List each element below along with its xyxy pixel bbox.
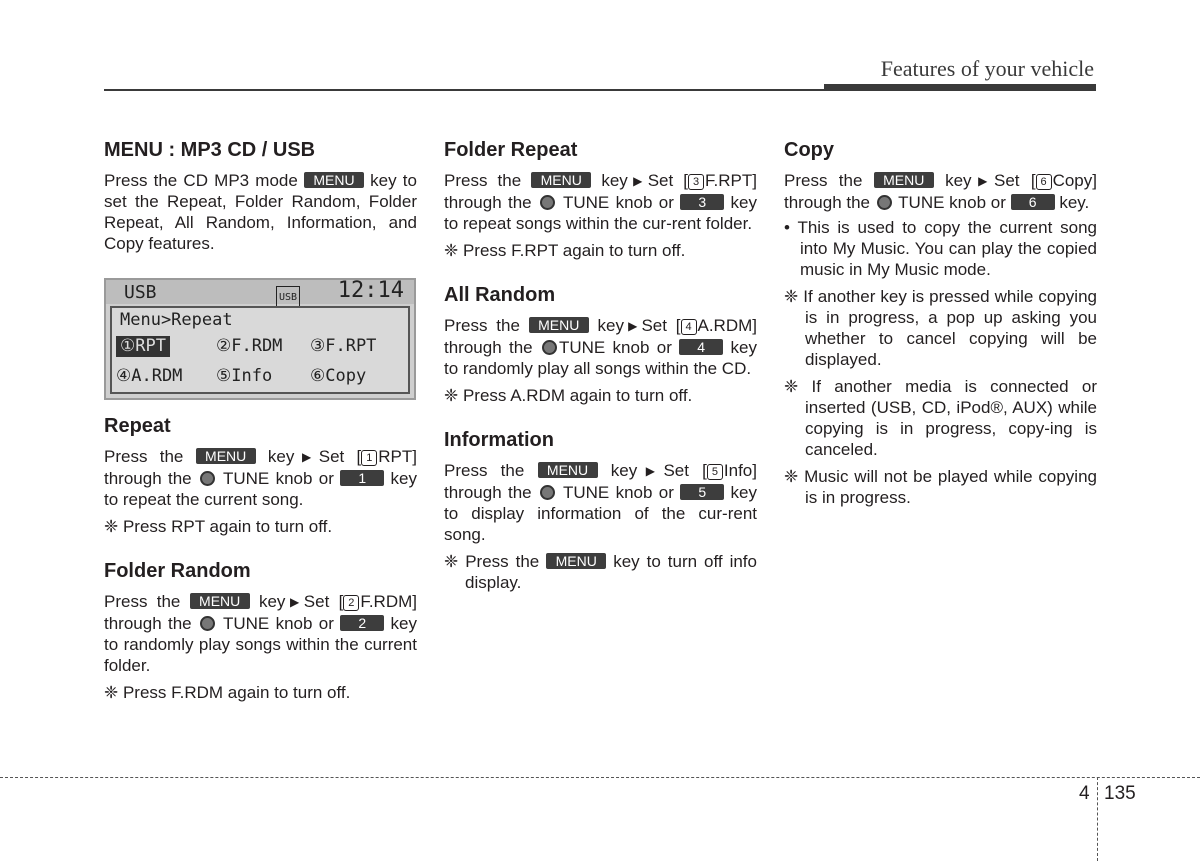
text: Press the (104, 447, 196, 466)
lcd-option-frdm: ②F.RDM (216, 336, 283, 356)
text: Press the (104, 592, 190, 611)
chapter-number: 4 (1079, 783, 1090, 804)
text: key (597, 461, 638, 480)
number-key-icon: 2 (340, 615, 384, 631)
text: key to repeat the current song. (104, 469, 417, 509)
menu-key-icon: MENU (538, 462, 598, 478)
lcd-option-ardm: ④A.RDM (116, 366, 183, 386)
section-heading-folder-random: Folder Random (104, 560, 251, 582)
text: key to repeat songs within the cur-rent folder. (444, 193, 757, 233)
folder-repeat-note: ❈ Press F.RPT again to turn off. (444, 241, 686, 260)
page-header-title: Features of your vehicle (880, 56, 1094, 81)
text: Press the (444, 461, 538, 480)
section-copy (784, 138, 1097, 508)
section-heading-repeat: Repeat (104, 415, 171, 437)
text: RPT] through the (104, 447, 417, 488)
text: Copy] through the (784, 171, 1097, 212)
all-random-note: ❈ Press A.RDM again to turn off. (444, 386, 693, 405)
number-key-icon: 6 (1011, 194, 1055, 210)
text: Set [ (641, 316, 681, 335)
copy-note-3: ❈ Music will not be played while copying is in progress. (784, 467, 1097, 507)
tune-knob-icon (542, 340, 557, 355)
repeat-text (104, 446, 417, 510)
circled-number: 1 (361, 450, 377, 466)
section-heading-folder-repeat: Folder Repeat (444, 139, 578, 161)
lcd-option-rpt: ①RPT (116, 336, 170, 357)
page-number: 135 (1104, 783, 1136, 804)
text: key (249, 592, 286, 611)
information-text (444, 460, 757, 545)
text: Set [ (647, 171, 689, 190)
tune-knob-icon (200, 616, 215, 631)
lcd-option-frpt: ③F.RPT (310, 336, 377, 356)
all-random-text (444, 315, 757, 379)
lcd-option-copy: ⑥Copy (310, 366, 367, 386)
section-all-random (444, 283, 757, 406)
text: key to turn off info display. (465, 552, 757, 592)
lcd-source: USB (124, 282, 157, 303)
arrow-right-icon: ▶ (624, 319, 642, 333)
menu-key-icon: MENU (546, 553, 606, 569)
number-key-icon: 5 (680, 484, 724, 500)
text: key (591, 171, 628, 190)
column-3 (784, 138, 1097, 530)
intro-text-end: key to set the Repeat, Folder Random, Folder Repeat, All Random, Information, and Copy features. (104, 171, 417, 253)
text: key. (1054, 193, 1090, 212)
lcd-display-image (104, 278, 416, 400)
menu-key-icon: MENU (874, 172, 934, 188)
section-folder-random (104, 559, 417, 703)
lcd-usb-tag: USB (276, 286, 300, 309)
text: ❈ Press the (444, 552, 547, 571)
lcd-time: 12:14 (337, 278, 404, 303)
text: Set [ (663, 461, 707, 480)
text: Press the (444, 171, 532, 190)
text: TUNE knob or (893, 193, 1011, 212)
number-key-icon: 3 (680, 194, 724, 210)
folder-repeat-text (444, 170, 757, 234)
intro-text: Press the CD MP3 mode (104, 171, 304, 190)
text: A.RDM] through the (444, 316, 757, 357)
text: TUNE knob or (556, 193, 681, 212)
number-key-icon: 4 (679, 339, 723, 355)
section-heading-all-random: All Random (444, 284, 556, 306)
menu-key-icon: MENU (196, 448, 256, 464)
text: TUNE knob or (556, 483, 681, 502)
footer-dashed-divider (1097, 777, 1098, 861)
arrow-right-icon: ▶ (971, 174, 994, 188)
text: TUNE knob or (558, 338, 680, 357)
section-information (444, 428, 757, 593)
arrow-right-icon: ▶ (294, 450, 319, 464)
column-2 (444, 138, 757, 615)
menu-key-icon: MENU (529, 317, 589, 333)
text: TUNE knob or (216, 469, 341, 488)
tune-knob-icon (877, 195, 892, 210)
text: Set [ (994, 171, 1036, 190)
text: Info] through the (444, 461, 757, 502)
circled-number: 6 (1036, 174, 1052, 190)
menu-key-icon: MENU (531, 172, 591, 188)
arrow-right-icon: ▶ (285, 595, 304, 609)
section-heading-menu: MENU : MP3 CD / USB (104, 139, 316, 161)
text: TUNE knob or (216, 614, 341, 633)
text: Set [ (318, 447, 362, 466)
folder-random-text (104, 591, 417, 676)
menu-key-icon: MENU (190, 593, 250, 609)
section-repeat (104, 414, 417, 537)
footer-dashed-rule (0, 777, 1200, 778)
section-heading-information: Information (444, 429, 554, 451)
menu-intro (104, 170, 417, 254)
arrow-right-icon: ▶ (637, 464, 664, 478)
lcd-option-info: ⑤Info (216, 366, 273, 386)
tune-knob-icon (540, 485, 555, 500)
text: Press the (444, 316, 529, 335)
copy-note-2: ❈ If another media is connected or inserted (USB, CD, iPod®, AUX) while copying is in progress, copy-ing is canceled. (784, 377, 1097, 459)
copy-note-1: ❈ If another key is pressed while copying is in progress, a pop up asking you whether to cancel copying will be displayed. (784, 287, 1097, 369)
lcd-menu-panel (110, 306, 410, 394)
text: key (255, 447, 295, 466)
section-heading-copy: Copy (784, 139, 834, 161)
circled-number: 4 (681, 319, 697, 335)
section-folder-repeat (444, 138, 757, 261)
tune-knob-icon (540, 195, 555, 210)
tune-knob-icon (200, 471, 215, 486)
header-rule (104, 89, 824, 91)
repeat-note: ❈ Press RPT again to turn off. (104, 517, 333, 536)
text: F.RPT] through the (444, 171, 757, 212)
circled-number: 3 (688, 174, 704, 190)
copy-text (784, 170, 1097, 213)
circled-number: 2 (343, 595, 359, 611)
lcd-menu-title: Menu>Repeat (120, 310, 233, 330)
text: key (933, 171, 972, 190)
text: F.RDM] through the (104, 592, 417, 633)
header-rule-accent (824, 84, 1096, 91)
copy-bullet: • This is used to copy the current song into My Music. You can play the copied music in My Music mode. (784, 218, 1097, 279)
column-1 (104, 138, 417, 725)
text: Press the (784, 171, 874, 190)
number-key-icon: 1 (340, 470, 384, 486)
text: key to display information of the cur-rent song. (444, 483, 757, 544)
text: Set [ (303, 592, 344, 611)
menu-key-icon: MENU (304, 172, 364, 188)
circled-number: 5 (707, 464, 723, 480)
text: key to randomly play songs within the current folder. (104, 614, 417, 675)
text: key (588, 316, 625, 335)
text: key to randomly play all songs within the CD. (444, 338, 757, 378)
arrow-right-icon: ▶ (627, 174, 648, 188)
folder-random-note: ❈ Press F.RDM again to turn off. (104, 683, 351, 702)
information-note (444, 551, 757, 593)
